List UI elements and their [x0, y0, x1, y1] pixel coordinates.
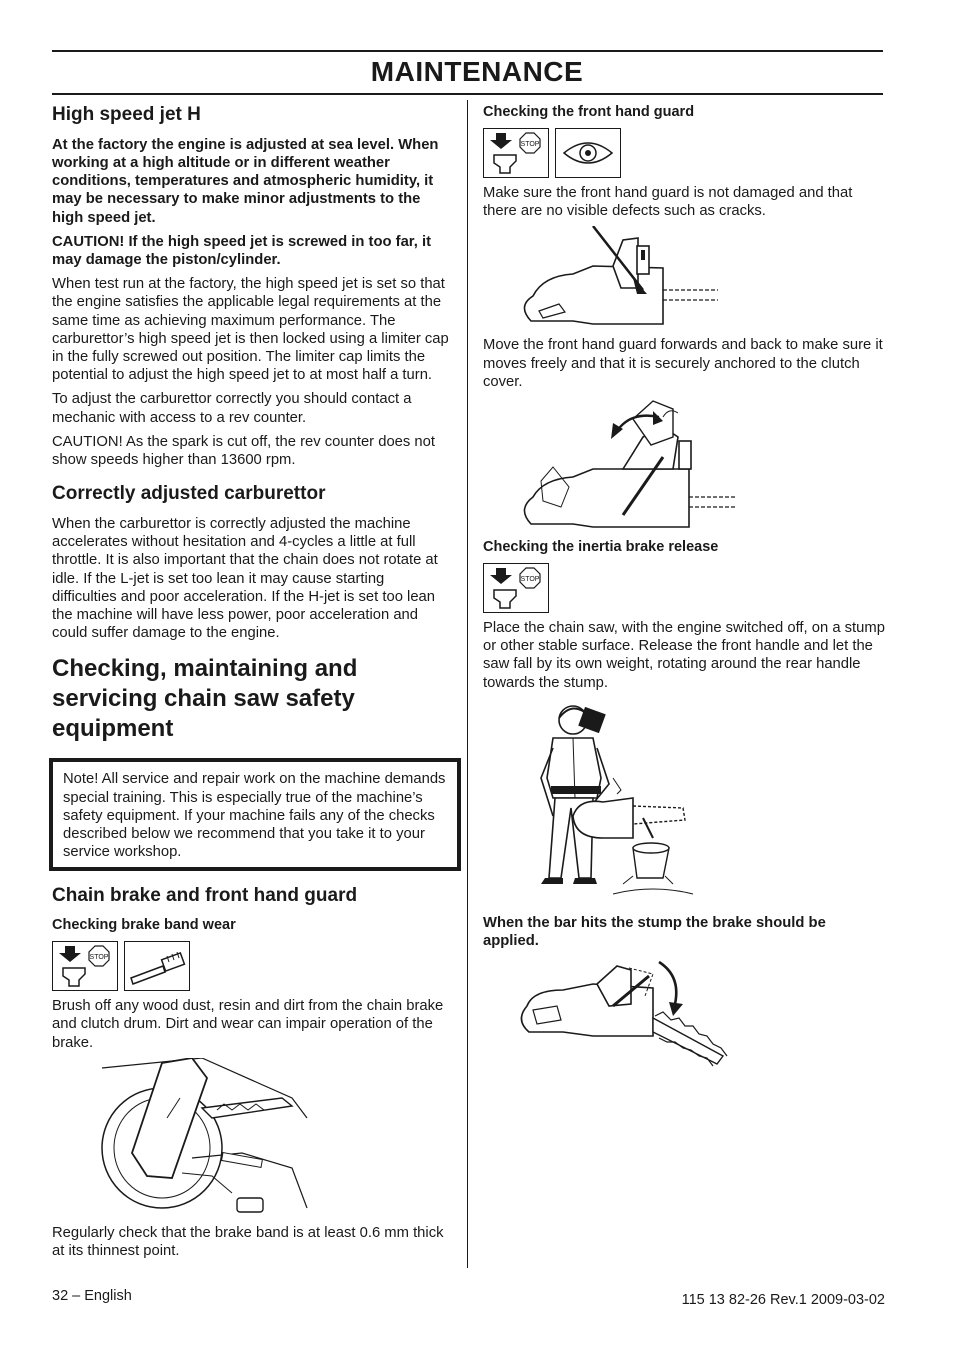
front-hand-guard-subheading: Checking the front hand guard — [483, 104, 695, 120]
operator-stump-illustration — [513, 698, 743, 908]
service-note-text: Note! All service and repair work on the machine demands special training. This is especially true of the machine’s safety equipment. If your machine fails any of the checks described below we recommend that you take it to your service workshop. — [63, 771, 446, 861]
header-bottom-rule — [52, 93, 883, 95]
inertia-paragraph-2: When the bar hits the stump the brake should be applied. — [483, 914, 826, 950]
correct-carburettor-paragraph: When the carburettor is correctly adjusted the machine accelerates without hesitation and 4-cycles a little at full throttle. It is also important that the chain does not rotate at idle. If the L-jet is set too lean it may cause starting difficulties and poor acceleration. If the H-jet is set too lean the machine will have less power, poor acceleration and could suffer damage to the engine. — [52, 516, 438, 642]
inertia-icon-row — [483, 563, 885, 613]
inspect-eye-icon — [555, 128, 621, 178]
stop-engine-icon — [52, 941, 118, 991]
right-column — [483, 100, 885, 1082]
footer-document-reference: 115 13 82-26 Rev.1 2009-03-02 — [681, 1292, 885, 1308]
correct-carburettor-heading: Correctly adjusted carburettor — [52, 483, 326, 505]
high-speed-paragraph-2: To adjust the carburettor correctly you should contact a mechanic with access to a rev counter. — [52, 391, 412, 426]
stop-sign-label: STOP — [89, 954, 109, 962]
page-header-title: MAINTENANCE — [370, 56, 584, 87]
stop-sign-label: STOP — [520, 576, 540, 584]
brake-band-icon-row — [52, 941, 452, 991]
high-speed-paragraph-1: When test run at the factory, the high speed jet is set so that the engine satisfies the applicable legal requirements at the same time as achieving maximum performance. The carburettor’s high speed jet is then locked using a limiter cap in the fully screwed out position. The limiter cap limits the potential to adjust the high speed jet to at most half a turn. — [52, 276, 449, 384]
front-guard-check-illustration — [513, 226, 733, 330]
inertia-paragraph-1: Place the chain saw, with the engine switched off, on a stump or other stable surface. Release the front handle and let the saw fall by its own weight, rotating around the rear handle towards the stump. — [483, 620, 885, 691]
safety-equipment-heading: Checking, maintaining and servicing chain saw safety equipment — [52, 655, 358, 743]
header-top-rule — [52, 50, 883, 52]
high-speed-intro: At the factory the engine is adjusted at sea level. When working at a high altitude or in different weather conditions, temperatures and atmospheric humidity, it may be necessary to make minor adjustments to the high speed jet. — [52, 136, 439, 226]
brush-icon — [124, 941, 190, 991]
brake-applied-illustration — [513, 956, 743, 1076]
high-speed-paragraph-3: CAUTION! As the spark is cut off, the rev counter does not show speeds higher than 13600 rpm. — [52, 433, 435, 469]
high-speed-caution: CAUTION! If the high speed jet is screwed in too far, it may damage the piston/cylinder. — [52, 233, 432, 269]
front-guard-paragraph-2: Move the front hand guard forwards and back to make sure it moves freely and that it is securely anchored to the clutch cover. — [483, 337, 883, 390]
brake-band-paragraph-2: Regularly check that the brake band is at least 0.6 mm thick at its thinnest point. — [52, 1224, 444, 1260]
chain-brake-heading: Chain brake and front hand guard — [52, 885, 358, 907]
column-divider — [467, 100, 468, 1268]
brake-band-wear-subheading: Checking brake band wear — [52, 917, 236, 934]
front-guard-icon-row — [483, 128, 885, 178]
stop-engine-icon — [483, 128, 549, 178]
left-column — [52, 100, 452, 1266]
high-speed-jet-heading: High speed jet H — [52, 104, 201, 125]
front-guard-paragraph-1: Make sure the front hand guard is not damaged and that there are no visible defects such as cracks. — [483, 185, 853, 220]
inertia-brake-subheading: Checking the inertia brake release — [483, 539, 719, 556]
stop-sign-label: STOP — [520, 141, 540, 148]
front-guard-move-illustration — [513, 397, 743, 533]
brake-band-illustration — [92, 1058, 332, 1218]
footer-page-number: 32 – English — [52, 1288, 132, 1304]
service-note-box — [49, 758, 461, 871]
stop-engine-icon — [483, 563, 549, 613]
brake-band-paragraph-1: Brush off any wood dust, resin and dirt from the chain brake and clutch drum. Dirt and wear can impair operation of the brake. — [52, 998, 444, 1051]
